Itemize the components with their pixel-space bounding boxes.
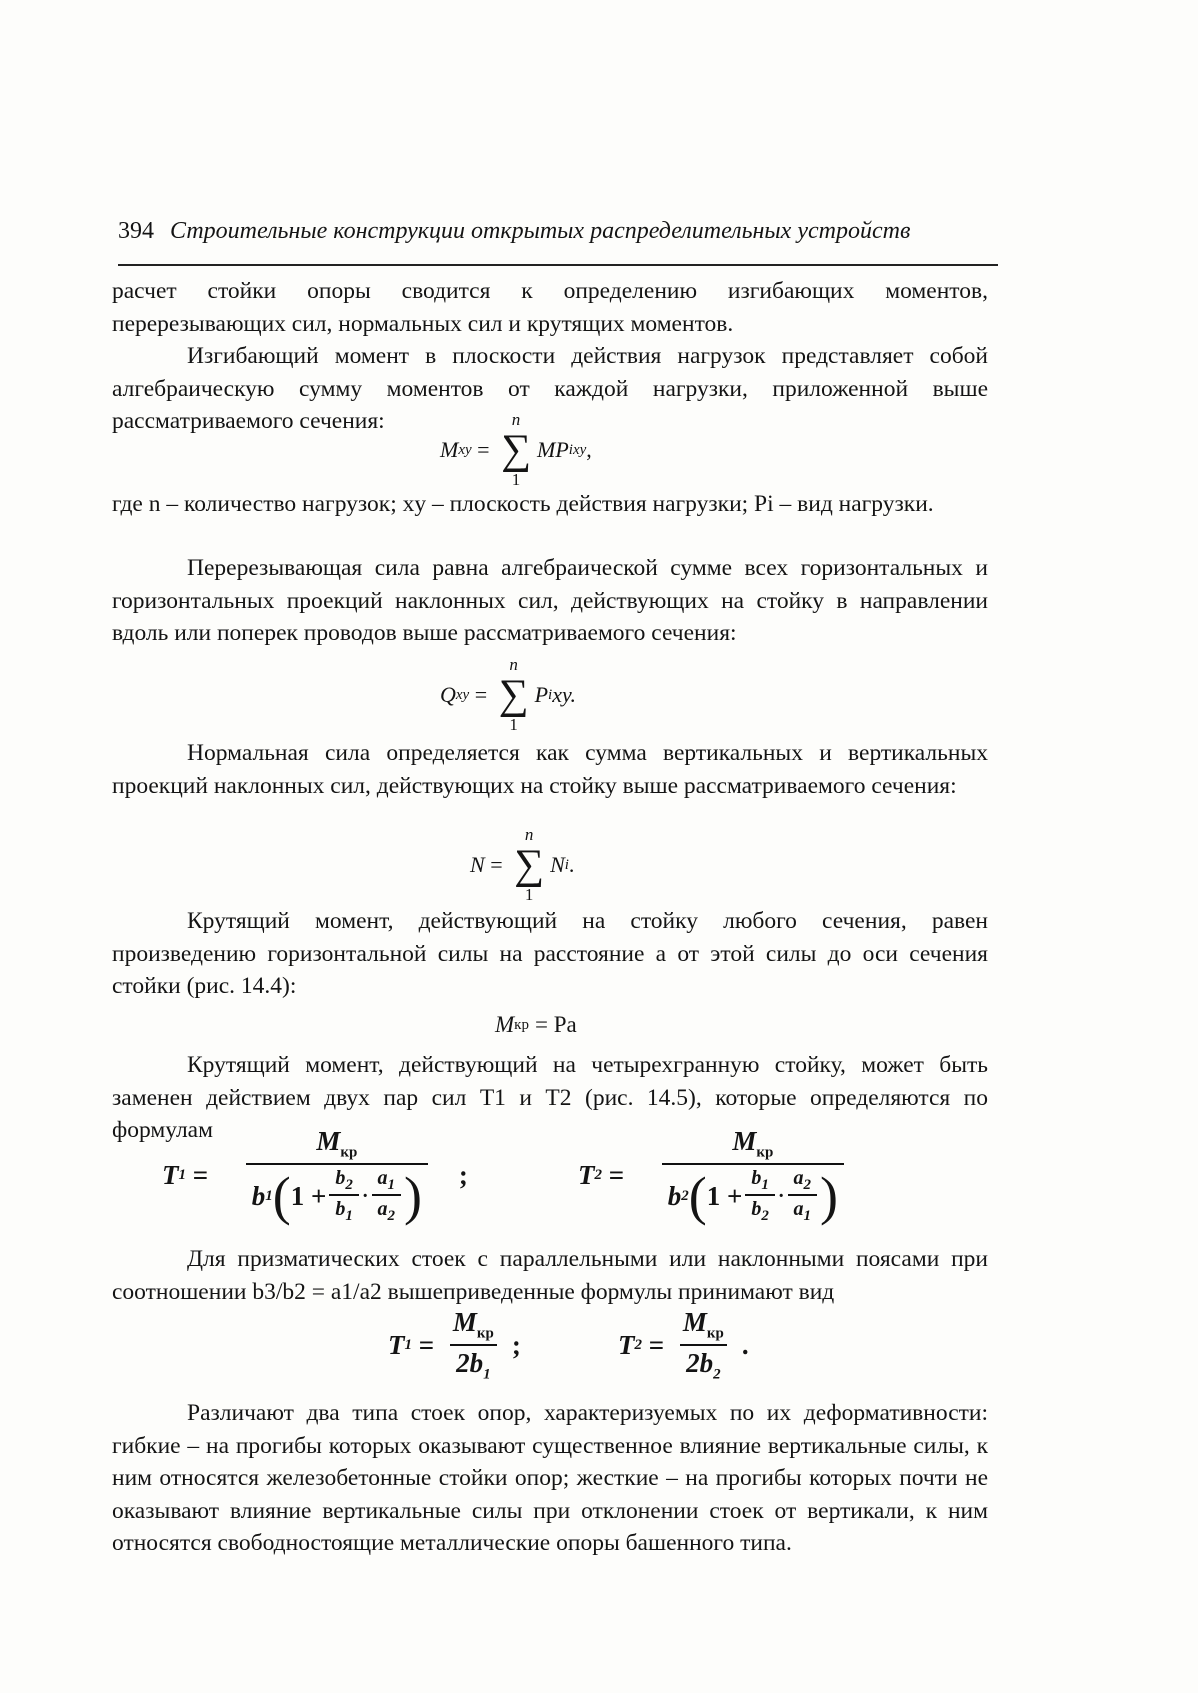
eq-lhs-sub: 1 [178, 1167, 186, 1184]
frac-den: b [751, 1198, 762, 1221]
sigma-symbol: ∑ [514, 842, 545, 888]
den-symbol: 2b [686, 1348, 714, 1379]
frac-den: a [793, 1198, 804, 1221]
equation-mkr [495, 1012, 577, 1038]
eq-lhs-sub: кр [514, 1016, 529, 1033]
sum-operator [501, 410, 531, 490]
small-fraction [745, 1167, 775, 1225]
sum-lower: 1 [524, 885, 534, 904]
eq-lhs-sub: xy [458, 441, 472, 458]
den-sub: 1 [483, 1366, 491, 1383]
fraction-denominator [680, 1344, 727, 1383]
eq-lhs: T [618, 1329, 635, 1360]
fraction [447, 1307, 500, 1384]
paragraph: Перерезывающая сила равна алгебраической сумме всех горизонтальных и горизонтальных проекций наклонных сил, действующих на стойку в направлении вдоль или поперек проводов выше рассматриваемого сечения: [112, 555, 988, 646]
paragraph: Различают два типа стоек опор, характеризуемых по их деформативности: гибкие – на прогибы которых оказывают существенное влияние вертикальные силы, к ним относятся железобетонные стойки опор; жесткие – на прогибы которых почти не оказывают влияние вертикальные силы при отклонении стоек от вертикали, к ним относятся свободностоящие металлические опоры башенного типа. [112, 1400, 988, 1556]
paragraph: Изгибающий момент в плоскости действия нагрузок представляет собой алгебраическую сумму моментов от каждой нагрузки, приложенной выше рассматриваемого сечения: [112, 343, 988, 434]
equation-mxy: M xy = n ∑ 1 MP ixy , [440, 410, 592, 489]
b-symbol: b [667, 1180, 682, 1211]
frac-num-sub: 1 [387, 1177, 396, 1194]
equation-qxy: Q xy = n ∑ 1 P i xy. [440, 655, 577, 734]
fraction [221, 1126, 453, 1225]
eq-rhs: = Pa [534, 1012, 577, 1037]
eq-tail: . [568, 852, 575, 877]
sum-lower: 1 [509, 715, 518, 734]
paragraph: Для призматических стоек с параллельными или наклонными поясами при соотношении b3/b2 = a1/a2 вышеприведенные формулы принимают вид [112, 1246, 988, 1305]
eq-lhs: T [388, 1329, 405, 1360]
eq-lhs-sub: 1 [404, 1336, 412, 1353]
eq-lhs-sub: 2 [634, 1336, 642, 1353]
eq-term-sub: i [548, 686, 553, 703]
sum-lower: 1 [511, 470, 521, 489]
fraction-denominator [450, 1344, 497, 1383]
den-sub: 2 [713, 1366, 721, 1383]
equation-t1-full: T 1 = $M_{кр}$ b 1 ( 1 + $\frac{b_2}{b_1}$ · $\frac{a_1}{a_2}$ ) ; [162, 1126, 468, 1227]
b-symbol: b [251, 1180, 266, 1211]
right-paren: ) [820, 1166, 839, 1227]
eq-lhs: N [470, 852, 485, 877]
b-sub: 2 [681, 1187, 689, 1204]
frac-den-sub: 1 [345, 1208, 353, 1225]
frac-den-sub: 2 [387, 1208, 396, 1225]
eq-tail: xy. [552, 682, 577, 707]
sum-upper: n [524, 825, 534, 844]
paragraph: Нормальная сила определяется как сумма вертикальных и вертикальных проекций наклонных сил, действующих на стойку выше рассматриваемого сечения: [112, 740, 988, 799]
moment-symbol: M [316, 1126, 341, 1156]
equation-t2-full: T 2 = $M_{кр}$ b 2 ( 1 + $\frac{b_1}{b_2}$ · $\frac{a_2}{a_1}$ ) [578, 1126, 875, 1225]
moment-sub: кр [476, 1325, 494, 1342]
eq-lhs: T [162, 1160, 179, 1191]
frac-num-sub: 2 [803, 1177, 812, 1194]
moment-symbol: M [682, 1307, 707, 1337]
den-symbol: 2b [456, 1348, 484, 1379]
frac-den-sub: 1 [803, 1208, 812, 1225]
header-title: Строительные конструкции открытых распределительных устройств [170, 218, 911, 244]
page-number: 394 [118, 218, 154, 244]
eq-lhs: Q [440, 682, 456, 707]
eq-term-sub: i [564, 856, 569, 873]
eq-tail: ; [458, 1160, 468, 1191]
eq-tail: . [741, 1329, 749, 1360]
b-sub: 1 [265, 1187, 273, 1204]
eq-tail: ; [511, 1329, 521, 1360]
paragraph: Крутящий момент, действующий на стойку любого сечения, равен произведению горизонтальной силы на расстояние a от этой силы до оси сечения стойки (рис. 14.4): [112, 908, 988, 999]
eq-term: P [534, 682, 549, 707]
frac-num: a [793, 1167, 804, 1190]
frac-den: b [335, 1198, 346, 1221]
fraction-numerator [447, 1307, 500, 1344]
eq-term: MP [537, 437, 569, 462]
fraction-denominator: b 1 ( 1 + $\frac{b_2}{b_1}$ · $\frac{a_1}{a_2}$ ) [246, 1163, 428, 1225]
frac-num-sub: 2 [345, 1177, 353, 1194]
frac-num: b [751, 1167, 762, 1190]
fraction-numerator [221, 1126, 453, 1163]
sum-operator [514, 825, 544, 905]
moment-symbol: M [452, 1307, 477, 1337]
moment-symbol: M [732, 1126, 757, 1156]
eq-tail: , [586, 437, 592, 462]
frac-num: a [377, 1167, 388, 1190]
fraction-numerator [637, 1126, 869, 1163]
right-paren: ) [404, 1166, 423, 1227]
equation-t2-simple: T 2 = $\frac{M_{кр}}{2b_2}$ . [618, 1307, 749, 1383]
eq-lhs: M [440, 437, 459, 462]
small-fraction [329, 1167, 359, 1225]
frac-num: b [335, 1167, 346, 1190]
sum-upper: n [509, 655, 518, 674]
sigma-symbol: ∑ [501, 427, 532, 473]
fraction [677, 1307, 730, 1384]
paragraph: Крутящий момент, действующий на четырехгранную стойку, может быть заменен действием двух пар сил T1 и T2 (рис. 14.5), которые определяются по формулам [112, 1052, 988, 1143]
fraction-numerator [677, 1307, 730, 1344]
frac-den-sub: 2 [761, 1208, 769, 1225]
paragraph: расчет стойки опоры сводится к определению изгибающих моментов, перерезывающих сил, нормальных сил и крутящих моментов. [112, 278, 988, 337]
small-fraction [788, 1167, 818, 1225]
moment-sub: кр [340, 1144, 358, 1161]
sum-upper: n [511, 410, 521, 429]
fraction-denominator: b 2 ( 1 + $\frac{b_1}{b_2}$ · $\frac{a_2}{a_1}$ ) [662, 1163, 844, 1225]
running-header [118, 218, 998, 245]
eq-term-sub: ixy [568, 441, 587, 458]
paragraph: где n – количество нагрузок; xy – плоскость действия нагрузки; Pi – вид нагрузки. [112, 491, 934, 517]
moment-sub: кр [756, 1144, 774, 1161]
left-paren: ( [688, 1166, 707, 1227]
sum-operator [499, 655, 529, 735]
eq-lhs: T [578, 1160, 595, 1191]
left-paren: ( [272, 1166, 291, 1227]
frac-den: a [377, 1198, 388, 1221]
frac-num-sub: 1 [761, 1177, 769, 1194]
eq-lhs-sub: 2 [594, 1167, 602, 1184]
moment-sub: кр [706, 1325, 724, 1342]
small-fraction [372, 1167, 402, 1225]
eq-lhs-sub: xy [455, 686, 470, 703]
fraction [637, 1126, 869, 1225]
eq-term: N [550, 852, 565, 877]
equation-n: N = n ∑ 1 N i . [470, 825, 575, 904]
header-rule [118, 264, 998, 266]
eq-lhs: M [495, 1012, 515, 1037]
sigma-symbol: ∑ [498, 672, 529, 718]
equation-t1-simple: T 1 = $\frac{M_{кр}}{2b_1}$ ; [388, 1307, 521, 1383]
